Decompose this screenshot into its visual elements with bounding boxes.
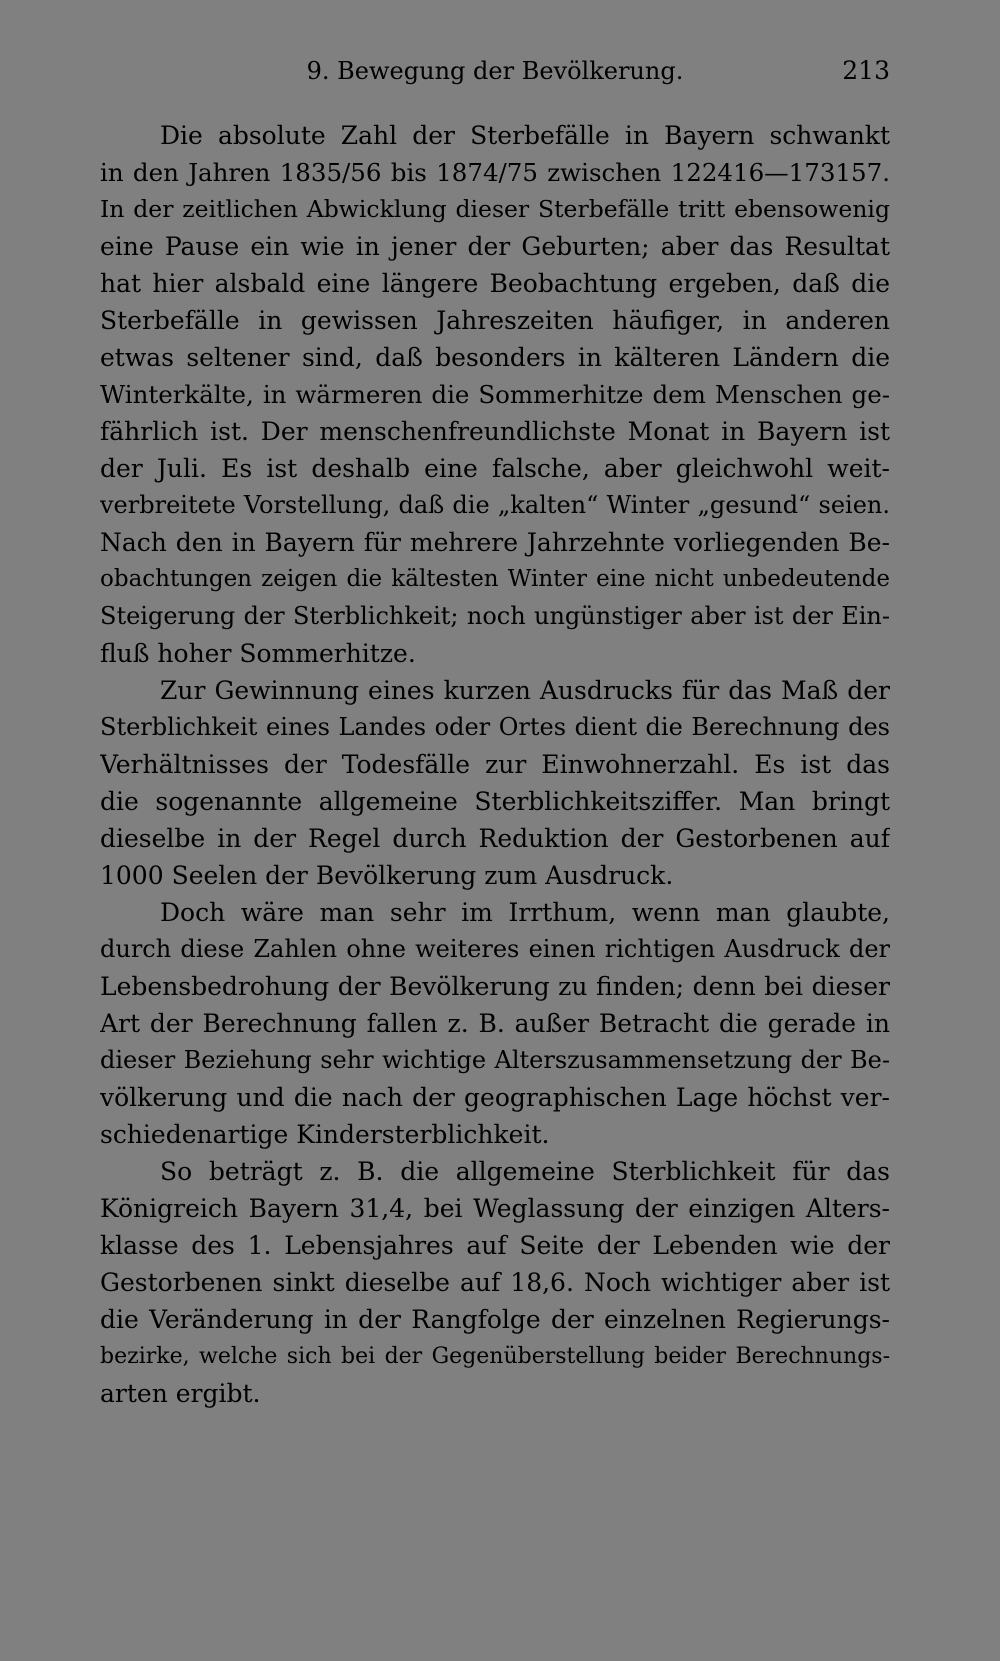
text-line: klasse des 1. Lebensjahres auf Seite der Lebenden wie der (100, 1231, 890, 1260)
text-line: Doch wäre man sehr im Irrthum, wenn man glaubte, (160, 898, 890, 927)
text-line: Königreich Bayern 31,4, bei Weglassung der einzigen Alters- (100, 1194, 890, 1223)
text-line: hat hier alsbald eine längere Beobachtung ergeben, daß die (100, 269, 890, 298)
text-line: obachtungen zeigen die kältesten Winter eine nicht unbedeutende (100, 566, 890, 592)
text-line: Nach den in Bayern für mehrere Jahrzehnte vorliegenden Be- (100, 528, 890, 557)
text-line: dieselbe in der Regel durch Reduktion der Gestorbenen auf (100, 824, 890, 853)
text-line: in den Jahren 1835/56 bis 1874/75 zwischen 122416—173157. (100, 158, 890, 187)
text-line: schiedenartige Kindersterblichkeit. (100, 1120, 550, 1149)
text-line: bezirke, welche sich bei der Gegenüberstellung beider Berechnungs- (100, 1344, 890, 1369)
text-line: eine Pause ein wie in jener der Geburten; aber das Resultat (100, 232, 890, 261)
text-line: Art der Berechnung fallen z. B. außer Betracht die gerade in (100, 1009, 890, 1038)
text-line: Verhältnisses der Todesfälle zur Einwohnerzahl. Es ist das (100, 750, 890, 779)
text-line: arten ergibt. (100, 1379, 261, 1408)
text-line: fährlich ist. Der menschenfreundlichste Monat in Bayern ist (100, 417, 890, 446)
text-line: Gestorbenen sinkt dieselbe auf 18,6. Noch wichtiger aber ist (100, 1268, 890, 1297)
text-line: völkerung und die nach der geographischen Lage höchst ver- (100, 1083, 890, 1112)
text-line: etwas seltener sind, daß besonders in kälteren Ländern die (100, 343, 890, 372)
running-title: 9. Bewegung der Bevölkerung. (306, 57, 684, 85)
text-line: Winterkälte, in wärmeren die Sommerhitze dem Menschen ge- (100, 380, 890, 409)
text-line: die Veränderung in der Rangfolge der einzelnen Regierungs- (100, 1305, 890, 1334)
text-line: Die absolute Zahl der Sterbefälle in Bayern schwankt (160, 121, 890, 150)
text-line: Steigerung der Sterblichkeit; noch ungünstiger aber ist der Ein- (100, 602, 890, 630)
text-line: Zur Gewinnung eines kurzen Ausdrucks für das Maß der (160, 676, 890, 705)
text-line: verbreitete Vorstellung, daß die „kalten“ Winter „gesund“ seien. (100, 491, 890, 519)
text-line: durch diese Zahlen ohne weiteres einen richtigen Ausdruck der (100, 935, 890, 963)
text-line: dieser Beziehung sehr wichtige Alterszusammensetzung der Be- (100, 1046, 890, 1074)
body-text (100, 117, 890, 1412)
text-line: 1000 Seelen der Bevölkerung zum Ausdruck. (100, 861, 674, 890)
text-line: Lebensbedrohung der Bevölkerung zu finden; denn bei dieser (100, 972, 890, 1001)
text-line: Sterbefälle in gewissen Jahreszeiten häufiger, in anderen (100, 306, 890, 335)
text-line: So beträgt z. B. die allgemeine Sterblichkeit für das (160, 1157, 890, 1186)
text-line: Sterblichkeit eines Landes oder Ortes dient die Berechnung des (100, 713, 890, 741)
text-line: der Juli. Es ist deshalb eine falsche, aber gleichwohl weit- (100, 454, 890, 483)
text-line: die sogenannte allgemeine Sterblichkeitsziffer. Man bringt (100, 787, 890, 816)
text-line: fluß hoher Sommerhitze. (100, 639, 416, 668)
page-number: 213 (842, 56, 890, 85)
page-header (100, 54, 890, 88)
text-line: In der zeitlichen Abwicklung dieser Sterbefälle tritt ebensowenig (100, 195, 890, 223)
